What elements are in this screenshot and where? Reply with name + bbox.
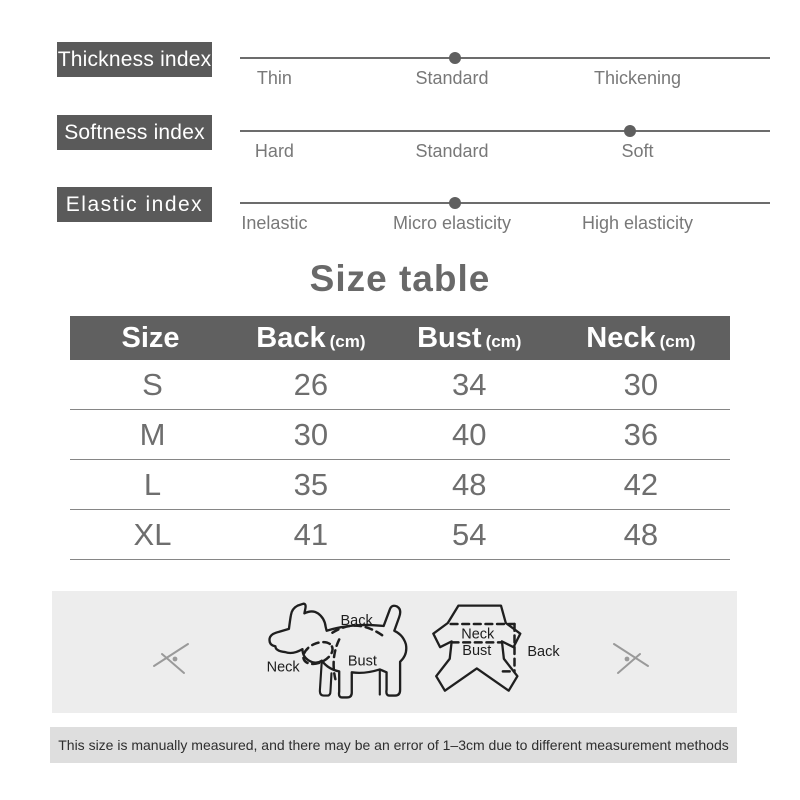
table-row-m (70, 410, 730, 460)
cell-size: XL (133, 516, 172, 552)
option-standard: Standard (415, 68, 489, 88)
table-row-l (70, 460, 730, 510)
option-high-elasticity: High elasticity (581, 213, 694, 233)
cell-neck: 36 (623, 416, 659, 452)
softness-options (240, 141, 770, 167)
size-table-title: Size table (309, 258, 491, 299)
thickness-options (240, 68, 770, 94)
garment-measurement-diagram (425, 594, 575, 710)
option-standard: Standard (415, 141, 489, 161)
option-thin: Thin (256, 68, 292, 88)
cell-neck: 30 (623, 366, 659, 402)
cell-size: S (142, 366, 163, 402)
measurement-disclaimer: This size is manually measured, and there may be an error of 1–3cm due to different measurement methods (50, 727, 737, 763)
thickness-index-label: Thickness index (57, 42, 212, 77)
cell-bust: 34 (452, 366, 487, 402)
garment-bust-label: Bust (462, 642, 492, 659)
cell-neck: 42 (623, 466, 659, 502)
cell-back: 30 (293, 416, 329, 452)
elastic-options (240, 213, 770, 239)
table-row-xl (70, 510, 730, 560)
option-micro-elasticity: Micro elasticity (392, 213, 512, 233)
cell-bust: 40 (452, 416, 487, 452)
cell-back: 41 (293, 516, 329, 552)
option-hard: Hard (254, 141, 294, 161)
garment-back-label: Back (527, 643, 560, 660)
cell-bust: 54 (452, 516, 487, 552)
option-soft: Soft (621, 141, 654, 161)
size-table-header (70, 316, 730, 360)
dog-measurement-diagram (255, 595, 435, 711)
cell-back: 35 (293, 466, 329, 502)
cell-back: 26 (293, 366, 329, 402)
header-neck: Neck (cm) (586, 321, 696, 354)
option-thickening: Thickening (593, 68, 682, 88)
header-bust: Bust (cm) (417, 321, 522, 354)
cell-bust: 48 (452, 466, 487, 502)
decorative-cross-right-icon (608, 639, 652, 677)
softness-slider-dot (624, 125, 636, 137)
thickness-slider-track (240, 57, 770, 59)
softness-index-row (0, 115, 800, 179)
elastic-index-label: Elastic index (57, 187, 212, 222)
decorative-cross-left-icon (150, 639, 194, 677)
garment-neck-label: Neck (461, 626, 495, 643)
option-inelastic: Inelastic (241, 213, 308, 233)
size-table (70, 316, 730, 560)
measurement-diagram-panel (52, 591, 737, 713)
thickness-index-row (0, 42, 800, 106)
header-back: Back (cm) (256, 321, 366, 354)
softness-slider-track (240, 130, 770, 132)
table-row-s (70, 360, 730, 410)
softness-index-label: Softness index (57, 115, 212, 150)
elastic-slider-track (240, 202, 770, 204)
elastic-index-row (0, 187, 800, 251)
elastic-slider-dot (449, 197, 461, 209)
cell-neck: 48 (623, 516, 659, 552)
cell-size: L (143, 466, 162, 502)
dog-bust-label: Bust (347, 653, 377, 670)
dog-back-label: Back (340, 612, 373, 629)
thickness-slider-dot (449, 52, 461, 64)
cell-size: M (139, 416, 166, 452)
dog-neck-label: Neck (266, 659, 300, 676)
header-size: Size (121, 321, 180, 354)
dog-outline (266, 604, 406, 698)
